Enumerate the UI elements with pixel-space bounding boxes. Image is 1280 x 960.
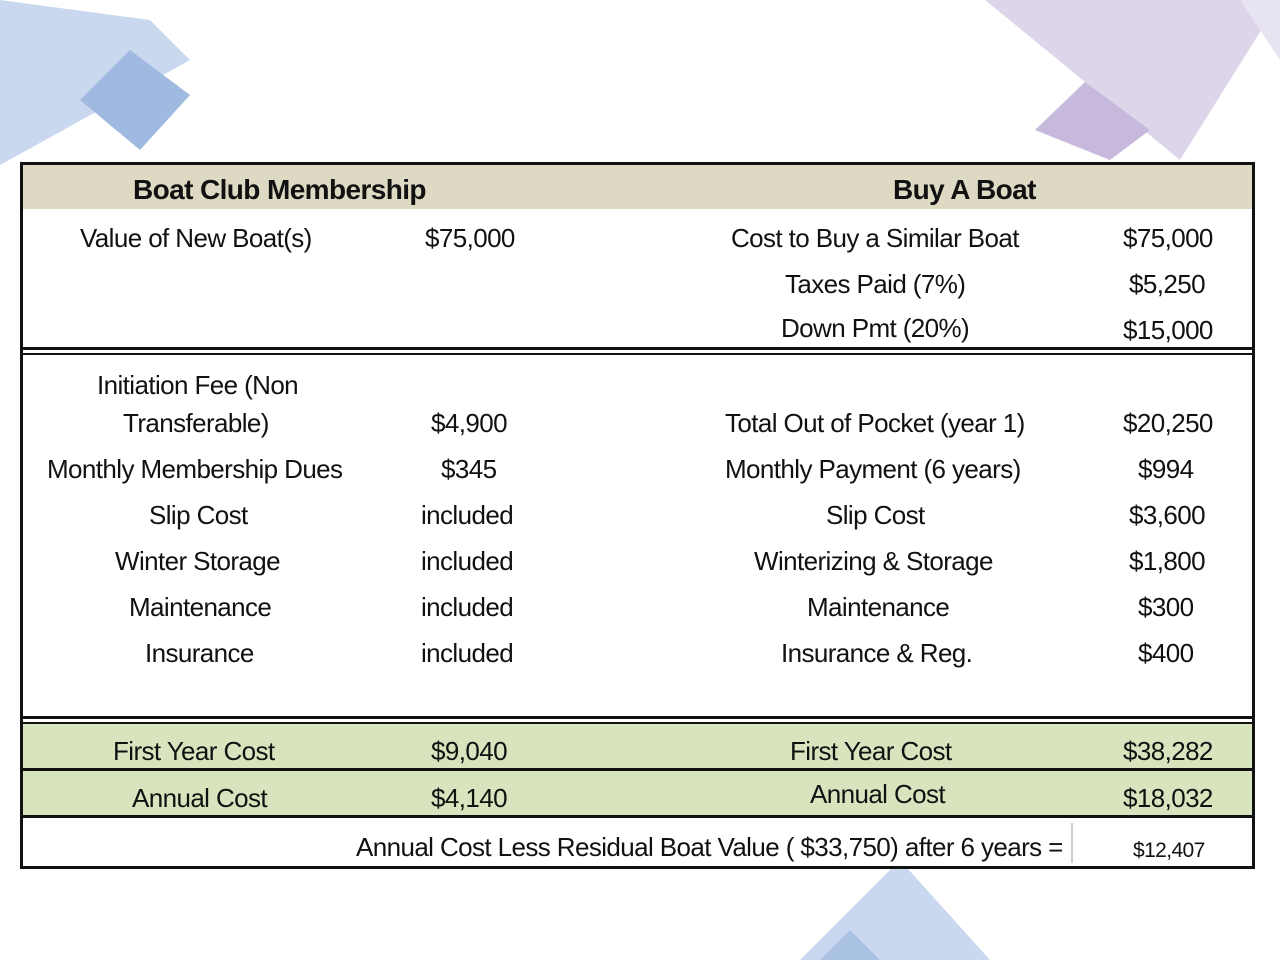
taxes-paid-value: $5,250 bbox=[1129, 269, 1205, 299]
initiation-fee-label-line1: Initiation Fee (Non bbox=[97, 370, 299, 400]
club-insurance-value: included bbox=[421, 638, 514, 668]
cost-similar-boat-label: Cost to Buy a Similar Boat bbox=[731, 223, 1019, 253]
winterizing-storage-value: $1,800 bbox=[1129, 546, 1205, 576]
footer-divider bbox=[23, 815, 1252, 818]
buy-first-year-value: $38,282 bbox=[1123, 736, 1213, 766]
total-out-of-pocket-label: Total Out of Pocket (year 1) bbox=[725, 408, 1025, 438]
section-divider-2 bbox=[23, 716, 1252, 724]
residual-value: $12,407 bbox=[1133, 839, 1205, 862]
buy-annual-value: $18,032 bbox=[1123, 783, 1213, 813]
club-annual-value: $4,140 bbox=[431, 783, 507, 813]
buy-maintenance-value: $300 bbox=[1138, 592, 1194, 622]
club-slip-cost-label: Slip Cost bbox=[149, 500, 248, 530]
value-new-boat-value: $75,000 bbox=[425, 223, 515, 253]
club-slip-cost-value: included bbox=[421, 500, 514, 530]
deco-triangle-bottom bbox=[800, 860, 990, 960]
winter-storage-value: included bbox=[421, 546, 514, 576]
residual-label: Annual Cost Less Residual Boat Value ( $33,750) after 6 years = bbox=[356, 832, 1063, 862]
buy-slip-cost-label: Slip Cost bbox=[826, 500, 925, 530]
value-new-boat-label: Value of New Boat(s) bbox=[80, 223, 312, 253]
insurance-reg-label: Insurance & Reg. bbox=[781, 638, 973, 668]
monthly-dues-value: $345 bbox=[441, 454, 497, 484]
winterizing-storage-label: Winterizing & Storage bbox=[754, 546, 993, 576]
comparison-table bbox=[20, 162, 1255, 869]
initiation-fee-label-line2: Transferable) bbox=[123, 408, 269, 438]
cost-similar-boat-value: $75,000 bbox=[1123, 223, 1213, 253]
buy-boat-title: Buy A Boat bbox=[893, 174, 1036, 205]
buy-slip-cost-value: $3,600 bbox=[1129, 500, 1205, 530]
winter-storage-label: Winter Storage bbox=[115, 546, 281, 576]
club-annual-label: Annual Cost bbox=[132, 783, 268, 813]
monthly-payment-value: $994 bbox=[1138, 454, 1194, 484]
club-maintenance-label: Maintenance bbox=[129, 592, 272, 622]
club-insurance-label: Insurance bbox=[145, 638, 254, 668]
club-first-year-label: First Year Cost bbox=[113, 736, 275, 766]
insurance-reg-value: $400 bbox=[1138, 638, 1194, 668]
club-maintenance-value: included bbox=[421, 592, 514, 622]
club-first-year-value: $9,040 bbox=[431, 736, 507, 766]
buy-first-year-label: First Year Cost bbox=[790, 736, 952, 766]
boat-club-title: Boat Club Membership bbox=[133, 174, 426, 205]
section-divider-1 bbox=[23, 347, 1252, 355]
total-out-of-pocket-value: $20,250 bbox=[1123, 408, 1213, 438]
down-pmt-value: $15,000 bbox=[1123, 315, 1213, 345]
buy-maintenance-label: Maintenance bbox=[807, 592, 950, 622]
monthly-dues-label: Monthly Membership Dues bbox=[47, 454, 343, 484]
buy-annual-label: Annual Cost bbox=[810, 779, 946, 809]
down-pmt-label: Down Pmt (20%) bbox=[781, 313, 970, 343]
initiation-fee-value: $4,900 bbox=[431, 408, 507, 438]
monthly-payment-label: Monthly Payment (6 years) bbox=[725, 454, 1021, 484]
residual-separator bbox=[1071, 823, 1073, 863]
taxes-paid-label: Taxes Paid (7%) bbox=[785, 269, 966, 299]
